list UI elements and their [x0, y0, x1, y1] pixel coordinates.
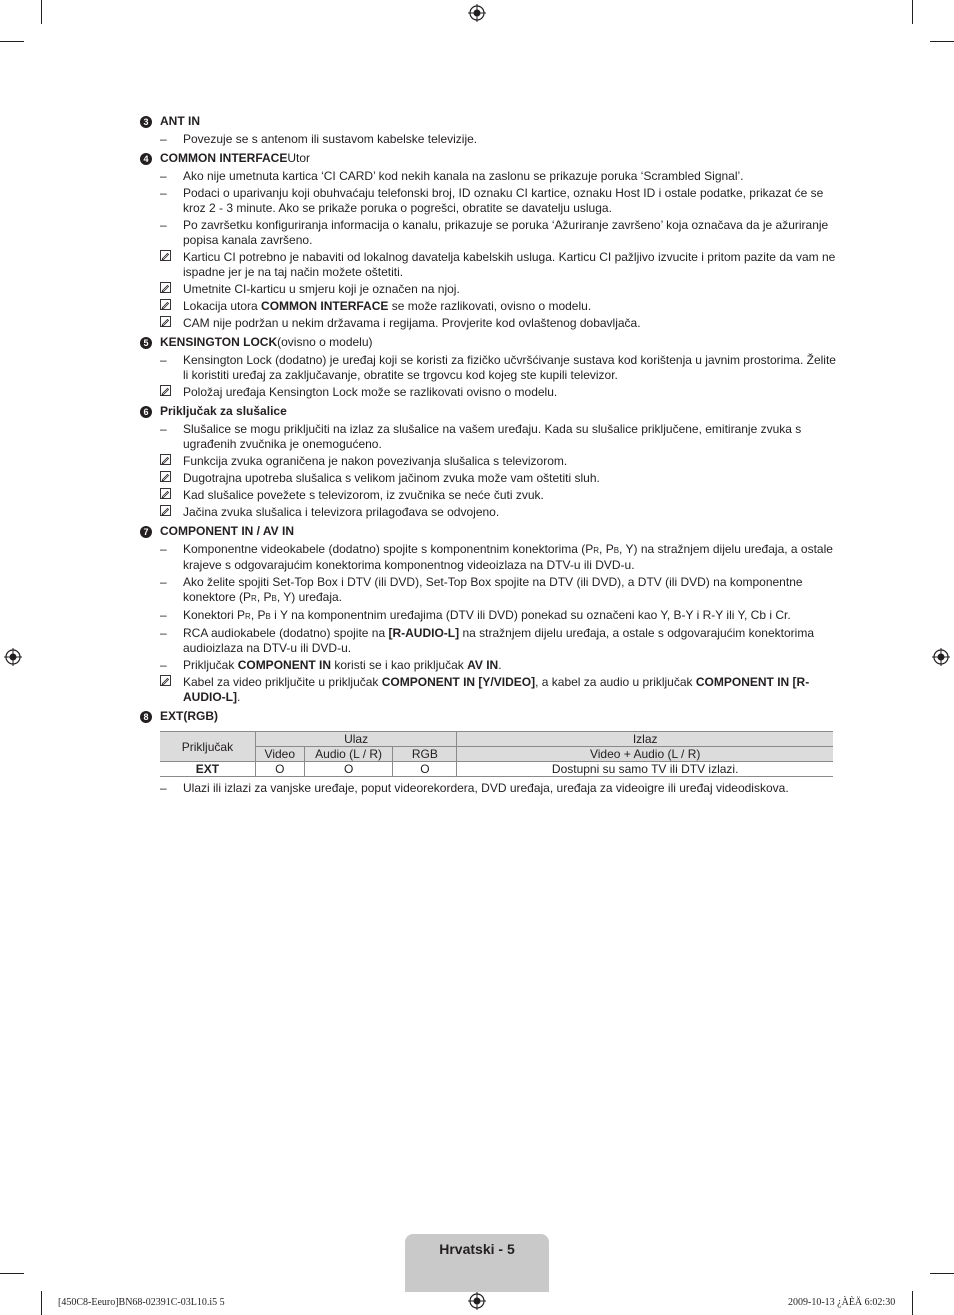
note-icon [160, 282, 183, 297]
dash-item [160, 626, 840, 656]
item-text [183, 169, 840, 184]
section-title: ANT IN [160, 114, 200, 128]
text-run: , a kabel za audio u priključak [535, 675, 696, 689]
note-item [160, 505, 840, 520]
note-icon [160, 316, 183, 331]
text-run: Položaj uređaja Kensington Lock može se razlikovati ovisno o modelu. [183, 385, 558, 399]
registration-mark-icon [468, 4, 486, 22]
item-text [183, 575, 840, 606]
item-text [183, 316, 840, 331]
note-icon [160, 454, 183, 469]
item-text [183, 132, 840, 147]
note-icon [160, 385, 183, 400]
item-text [183, 250, 840, 280]
note-item [160, 385, 840, 400]
numbered-circle-icon: 8 [140, 711, 152, 723]
text-run: koristi se i kao priključak [331, 658, 468, 672]
dash-bullet: – [160, 658, 167, 672]
numbered-circle-icon: 4 [140, 153, 152, 165]
note-item [160, 299, 840, 314]
dash-item [160, 781, 840, 796]
header-input: Ulaz [255, 732, 457, 747]
header-output: Izlaz [457, 732, 833, 747]
text-run: COMPONENT IN [Y/VIDEO] [381, 675, 536, 689]
section-heading [140, 150, 840, 167]
main-content [140, 110, 840, 798]
text-run: Slušalice se mogu priključiti na izlaz za slušalice na vašem uređaju. Kada su slušalice priključene, emitiranje zvuka s ugrađenih zvučnika je onemogućeno. [183, 422, 802, 451]
text-run: . [237, 690, 241, 704]
text-run: , Y) uređaja. [276, 590, 342, 604]
numbered-circle-icon: 5 [140, 337, 152, 349]
text-run: Karticu CI potrebno je nabaviti od lokalnog davatelja kabelskih usluga. Karticu CI pažljivo izvucite i pritom pazite da vam ne ispadne jer je na taj način možete oštetiti. [183, 250, 836, 279]
note-icon [160, 675, 183, 705]
text-run: Jačina zvuka slušalica i televizora prilagođava se odvojeno. [183, 505, 500, 519]
text-run: se može razlikovati, ovisno o modelu. [388, 299, 592, 313]
note-icon [160, 488, 183, 503]
dash-item [160, 422, 840, 452]
dash-bullet: – [160, 169, 167, 183]
section-title-suffix: Utor [287, 151, 311, 165]
item-text [183, 505, 840, 520]
print-slug-left: [450C8-Eeuro]BN68-02391C-03L10.i5 5 [58, 1297, 225, 1308]
text-run: , P [256, 590, 272, 604]
row-name: EXT [160, 762, 255, 777]
text-run: Komponentne videokabele (dodatno) spojite s komponentnim konektorima (P [183, 542, 594, 556]
crop-mark [930, 1273, 954, 1274]
item-text [183, 658, 840, 673]
ext-rgb-table [160, 731, 833, 777]
text-run: Funkcija zvuka ograničena je nakon povezivanja slušalica s televizorom. [183, 454, 568, 468]
text-run: B [271, 594, 277, 603]
text-run: . [498, 658, 502, 672]
dash-item [160, 542, 840, 573]
note-item [160, 488, 840, 503]
text-run: Umetnite CI-karticu u smjeru koji je označen na njoj. [183, 282, 460, 296]
section-title: COMPONENT IN / AV IN [160, 524, 295, 538]
text-run: B [613, 546, 620, 555]
text-run: , Y) na stražnjem dijelu uređaja, a ostale krajeve s odgovarajućim konektorima komponentnog videoizlaza na DTV-u ili DVD-u. [183, 542, 833, 572]
text-run: COMPONENT IN [237, 658, 332, 672]
text-run: Lokacija utora [183, 299, 262, 313]
dash-bullet: – [160, 422, 167, 436]
section-heading [140, 113, 840, 130]
dash-item [160, 608, 840, 624]
item-text [183, 626, 840, 656]
item-text [183, 488, 840, 503]
item-text [183, 282, 840, 297]
item-text [183, 675, 840, 705]
section-title: EXT(RGB) [160, 709, 218, 723]
text-run: Dugotrajna upotreba slušalica s velikom jačinom zvuka može vam oštetiti sluh. [183, 471, 600, 485]
item-text [183, 454, 840, 469]
section-heading [140, 334, 840, 351]
subheader-output: Video + Audio (L / R) [457, 747, 833, 762]
text-run: COMPONENT IN [R-AUDIO-L] [183, 675, 810, 704]
item-text [183, 542, 840, 573]
item-text [183, 471, 840, 486]
crop-mark [0, 41, 24, 42]
note-item [160, 282, 840, 297]
text-run: Konektori P [183, 608, 246, 622]
section-title: COMMON INTERFACE [160, 151, 288, 165]
dash-item [160, 132, 840, 147]
note-item [160, 454, 840, 469]
text-run: Po završetku konfiguriranja informacija o kanalu, prikazuje se poruka ‘Ažuriranje završeno’ koja označava da je ažuriranje popisa kanala završeno. [183, 218, 829, 247]
text-run: Ako želite spojiti Set-Top Box i DTV (ili DVD), Set-Top Box spojite na DTV (ili DVD), a DTV (ili DVD) na komponentne konektore (P [183, 575, 803, 604]
table-subheader-row [160, 747, 833, 762]
header-connector: Priključak [160, 732, 255, 762]
note-item [160, 250, 840, 280]
text-run: [R-AUDIO-L] [388, 626, 460, 640]
dash-bullet: – [160, 132, 167, 146]
item-text: Ulazi ili izlazi za vanjske uređaje, poput videorekordera, DVD uređaja, uređaja za videoigre ili uređaj videodiskova. [183, 781, 789, 795]
text-run: Kabel za video priključite u priključak [183, 675, 382, 689]
text-run: Kensington Lock (dodatno) je uređaj koji se koristi za fizičko učvršćivanje sustava kod korištenja u javnim prostorima. Želite li koristiti uređaj za zaključavanje, obratite se trgovcu kod kojeg ste kupili televizor. [183, 353, 836, 382]
subheader-rgb: RGB [393, 747, 457, 762]
text-run: R [593, 546, 600, 555]
dash-bullet: – [160, 186, 167, 200]
crop-mark [912, 1291, 913, 1315]
dash-bullet: – [160, 218, 167, 232]
text-run: , P [599, 542, 614, 556]
numbered-circle-icon: 3 [140, 116, 152, 128]
text-run: Priključak [183, 658, 238, 672]
dash-bullet: – [160, 542, 167, 556]
page-number: Hrvatski - 5 [439, 1241, 515, 1257]
text-run: R [245, 612, 251, 621]
cell-audio: O [304, 762, 393, 777]
numbered-circle-icon: 6 [140, 406, 152, 418]
numbered-circle-icon: 7 [140, 526, 152, 538]
dash-item [160, 169, 840, 184]
table-row [160, 762, 833, 777]
text-run: AV IN [467, 658, 499, 672]
text-run: R [251, 594, 257, 603]
dash-bullet: – [160, 575, 167, 589]
crop-mark [41, 0, 42, 24]
crop-mark [0, 1273, 24, 1274]
section-heading [140, 708, 840, 725]
item-text [183, 299, 840, 314]
text-run: Povezuje se s antenom ili sustavom kabelske televizije. [183, 132, 478, 146]
text-run: Kad slušalice povežete s televizorom, iz zvučnika se neće čuti zvuk. [183, 488, 544, 502]
subheader-video: Video [255, 747, 304, 762]
table-header-row [160, 732, 833, 747]
item-text [183, 608, 840, 624]
note-icon [160, 299, 183, 314]
cell-output: Dostupni su samo TV ili DTV izlazi. [457, 762, 833, 777]
text-run: CAM nije podržan u nekim državama i regijama. Provjerite kod ovlaštenog dobavljača. [183, 316, 641, 330]
registration-mark-icon [932, 648, 950, 666]
text-run: Podaci o uparivanju koji obuhvaćaju telefonski broj, ID oznaku CI kartice, oznaku Host ID i ostale podatke, prikazat će se kroz 2 - 3 minute. Ako se prikaže poruka o pogrešci, obratite se davatelju usluga. [183, 186, 824, 215]
cell-rgb: O [393, 762, 457, 777]
text-run: B [265, 612, 271, 621]
text-run: Ako nije umetnuta kartica ‘CI CARD’ kod nekih kanala na zaslonu se prikazuje poruka ‘Scrambled Signal’. [183, 169, 744, 183]
subheader-audio: Audio (L / R) [304, 747, 393, 762]
text-run: COMMON INTERFACE [261, 299, 389, 313]
note-item [160, 316, 840, 331]
section-title: Priključak za slušalice [160, 404, 287, 418]
dash-bullet: – [160, 353, 167, 367]
item-text [183, 422, 840, 452]
section-heading [140, 403, 840, 420]
dash-item [160, 575, 840, 606]
crop-mark [912, 0, 913, 24]
cell-video: O [255, 762, 304, 777]
section-title-suffix: (ovisno o modelu) [277, 335, 373, 349]
registration-mark-icon [4, 648, 22, 666]
dash-bullet: – [160, 626, 167, 640]
dash-bullet: – [160, 781, 167, 795]
note-icon [160, 505, 183, 520]
note-item [160, 675, 840, 705]
dash-item [160, 353, 840, 383]
item-text [183, 186, 840, 216]
text-run: i Y na komponentnim uređajima (DTV ili DVD) ponekad su označeni kao Y, B-Y i R-Y ili Y, Cb i Cr. [270, 608, 791, 622]
section-title: KENSINGTON LOCK [160, 335, 278, 349]
text-run: RCA audiokabele (dodatno) spojite na [183, 626, 389, 640]
dash-item [160, 658, 840, 673]
text-run: , P [250, 608, 266, 622]
registration-mark-icon [468, 1292, 486, 1310]
dash-item [160, 186, 840, 216]
note-icon [160, 471, 183, 486]
note-icon [160, 250, 183, 280]
crop-mark [930, 41, 954, 42]
item-text [183, 353, 840, 383]
item-text [183, 385, 840, 400]
dash-item [160, 218, 840, 248]
section-heading [140, 523, 840, 540]
print-slug-right: 2009-10-13 ¿ÀÈÄ 6:02:30 [788, 1297, 896, 1308]
dash-bullet: – [160, 608, 167, 622]
crop-mark [41, 1291, 42, 1315]
note-item [160, 471, 840, 486]
text-run: na stražnjem dijelu uređaja, a ostale s odgovarajućim konektorima audioizlaza na DTV-u ili DVD-u. [183, 626, 814, 655]
item-text [183, 218, 840, 248]
